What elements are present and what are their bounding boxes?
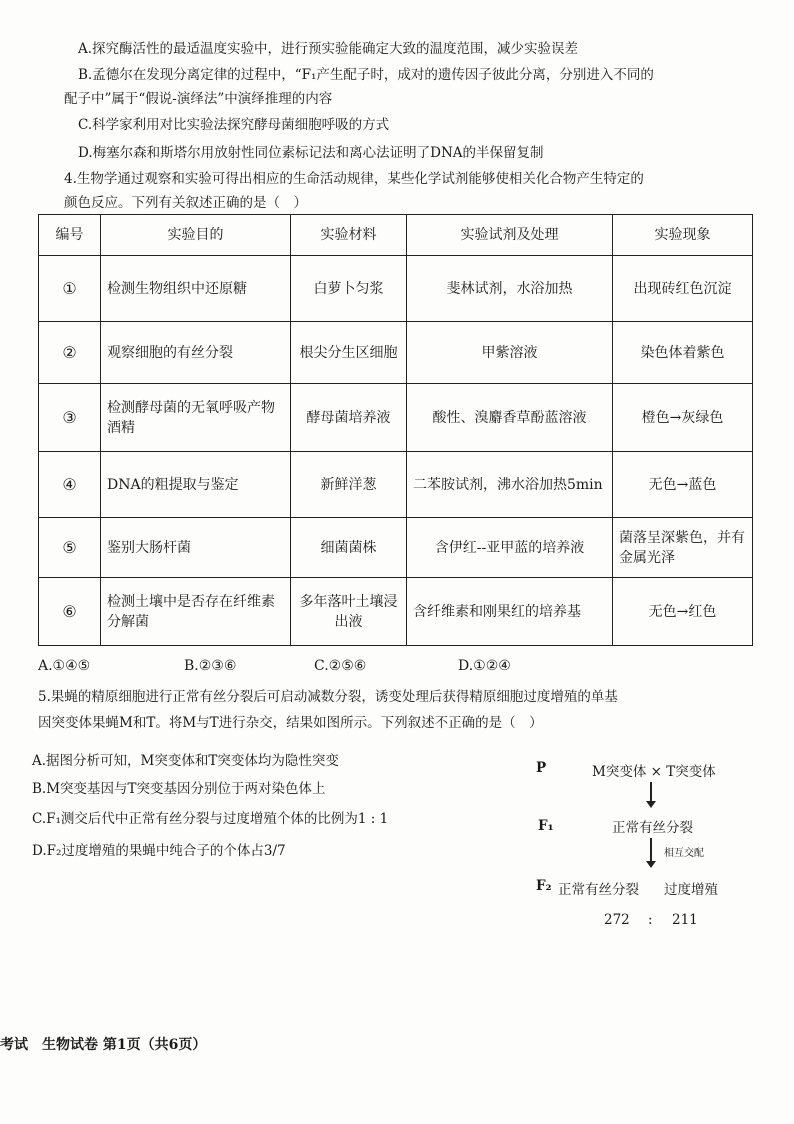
- header-material: 实验材料: [291, 215, 407, 256]
- table-row: [39, 578, 753, 646]
- q5-option-c: C.F₁测交后代中正常有丝分裂与过度增殖个体的比例为1 : 1: [32, 811, 389, 827]
- row-material: 新鲜洋葱: [291, 452, 407, 518]
- q4-option-a: A.①④⑤: [38, 658, 91, 674]
- row-result: 无色→蓝色: [613, 452, 753, 518]
- f2-label: F₂: [536, 878, 552, 894]
- row-result: 染色体着紫色: [613, 322, 753, 384]
- q5-stem-line2: 因突变体果蝇M和T。将M与T进行杂交，结果如图所示。下列叙述不正确的是（ ）: [38, 715, 543, 731]
- row-number: ③: [39, 384, 101, 452]
- row-result: 出现砖红色沉淀: [613, 256, 753, 322]
- row-number: ⑤: [39, 518, 101, 578]
- row-purpose: 检测酵母菌的无氧呼吸产物酒精: [101, 384, 291, 452]
- q5-option-b: B.M突变基因与T突变基因分别位于两对染色体上: [32, 781, 326, 797]
- row-number: ④: [39, 452, 101, 518]
- row-material: 酵母菌培养液: [291, 384, 407, 452]
- q5-option-d: D.F₂过度增殖的果蝇中纯合子的个体占3/7: [32, 843, 286, 859]
- p-label: P: [536, 760, 547, 776]
- row-purpose: DNA的粗提取与鉴定: [101, 452, 291, 518]
- experiment-table: [38, 214, 753, 646]
- ratio-overgrowth: 211: [672, 912, 698, 928]
- row-reagent: 二苯胺试剂，沸水浴加热5min: [407, 452, 613, 518]
- p-to-f1-arrow: [650, 782, 652, 802]
- row-result: 无色→红色: [613, 578, 753, 646]
- p-cross-text: M突变体 × T突变体: [592, 764, 716, 780]
- f1-to-f2-arrow: [650, 838, 652, 862]
- table-row: [39, 322, 753, 384]
- table-row: [39, 384, 753, 452]
- f2-overgrowth-text: 过度增殖: [664, 882, 718, 898]
- q3-option-b-line2: 配子中”属于“假说-演绎法”中演绎推理的内容: [64, 91, 333, 107]
- table-row: [39, 452, 753, 518]
- f1-label: F₁: [538, 818, 554, 834]
- mate-label: 相互交配: [664, 848, 704, 859]
- table-row: [39, 256, 753, 322]
- header-purpose: 实验目的: [101, 215, 291, 256]
- q3-option-a: A.探究酶活性的最适温度实验中，进行预实验能确定大致的温度范围，减少实验误差: [78, 41, 579, 57]
- q5-stem-line1: 5.果蝇的精原细胞进行正常有丝分裂后可启动减数分裂，诱变处理后获得精原细胞过度增殖的单基: [38, 689, 618, 705]
- row-purpose: 检测土壤中是否存在纤维素分解菌: [101, 578, 291, 646]
- header-number: 编号: [39, 215, 101, 256]
- row-material: 细菌菌株: [291, 518, 407, 578]
- ratio-separator: :: [648, 912, 653, 928]
- header-result: 实验现象: [613, 215, 753, 256]
- header-reagent: 实验试剂及处理: [407, 215, 613, 256]
- row-reagent: 含纤维素和刚果红的培养基: [407, 578, 613, 646]
- row-reagent: 酸性、溴麝香草酚蓝溶液: [407, 384, 613, 452]
- table-row: [39, 518, 753, 578]
- q4-option-b: B.②③⑥: [184, 658, 237, 674]
- q3-option-b-line1: B.孟德尔在发现分离定律的过程中，“F₁产生配子时，成对的遗传因子彼此分离，分别进入不同的: [78, 67, 654, 83]
- q4-option-d: D.①②④: [458, 658, 511, 674]
- table-header-row: [39, 215, 753, 256]
- q4-stem-line1: 4.生物学通过观察和实验可得出相应的生命活动规律，某些化学试剂能够使相关化合物产生特定的: [64, 171, 644, 187]
- f1-text: 正常有丝分裂: [612, 820, 693, 836]
- row-result: 橙色→灰绿色: [613, 384, 753, 452]
- row-reagent: 甲紫溶液: [407, 322, 613, 384]
- page-footer: 考试 生物试卷 第1页（共6页）: [0, 1037, 207, 1053]
- row-reagent: 含伊红--亚甲蓝的培养液: [407, 518, 613, 578]
- row-purpose: 观察细胞的有丝分裂: [101, 322, 291, 384]
- row-number: ②: [39, 322, 101, 384]
- row-purpose: 检测生物组织中还原糖: [101, 256, 291, 322]
- ratio-normal: 272: [604, 912, 630, 928]
- q4-stem-line2: 颜色反应。下列有关叙述正确的是（ ）: [64, 195, 307, 211]
- q5-option-a: A.据图分析可知，M突变体和T突变体均为隐性突变: [32, 753, 339, 769]
- row-purpose: 鉴别大肠杆菌: [101, 518, 291, 578]
- row-reagent: 斐林试剂，水浴加热: [407, 256, 613, 322]
- row-number: ⑥: [39, 578, 101, 646]
- f2-normal-text: 正常有丝分裂: [558, 882, 639, 898]
- row-material: 多年落叶土壤浸出液: [291, 578, 407, 646]
- row-material: 根尖分生区细胞: [291, 322, 407, 384]
- q4-option-c: C.②⑤⑥: [314, 658, 367, 674]
- row-number: ①: [39, 256, 101, 322]
- q3-option-c: C.科学家利用对比实验法探究酵母菌细胞呼吸的方式: [78, 117, 390, 133]
- q3-option-d: D.梅塞尔森和斯塔尔用放射性同位素标记法和离心法证明了DNA的半保留复制: [78, 145, 544, 161]
- row-material: 白萝卜匀浆: [291, 256, 407, 322]
- row-result: 菌落呈深紫色，并有金属光泽: [613, 518, 753, 578]
